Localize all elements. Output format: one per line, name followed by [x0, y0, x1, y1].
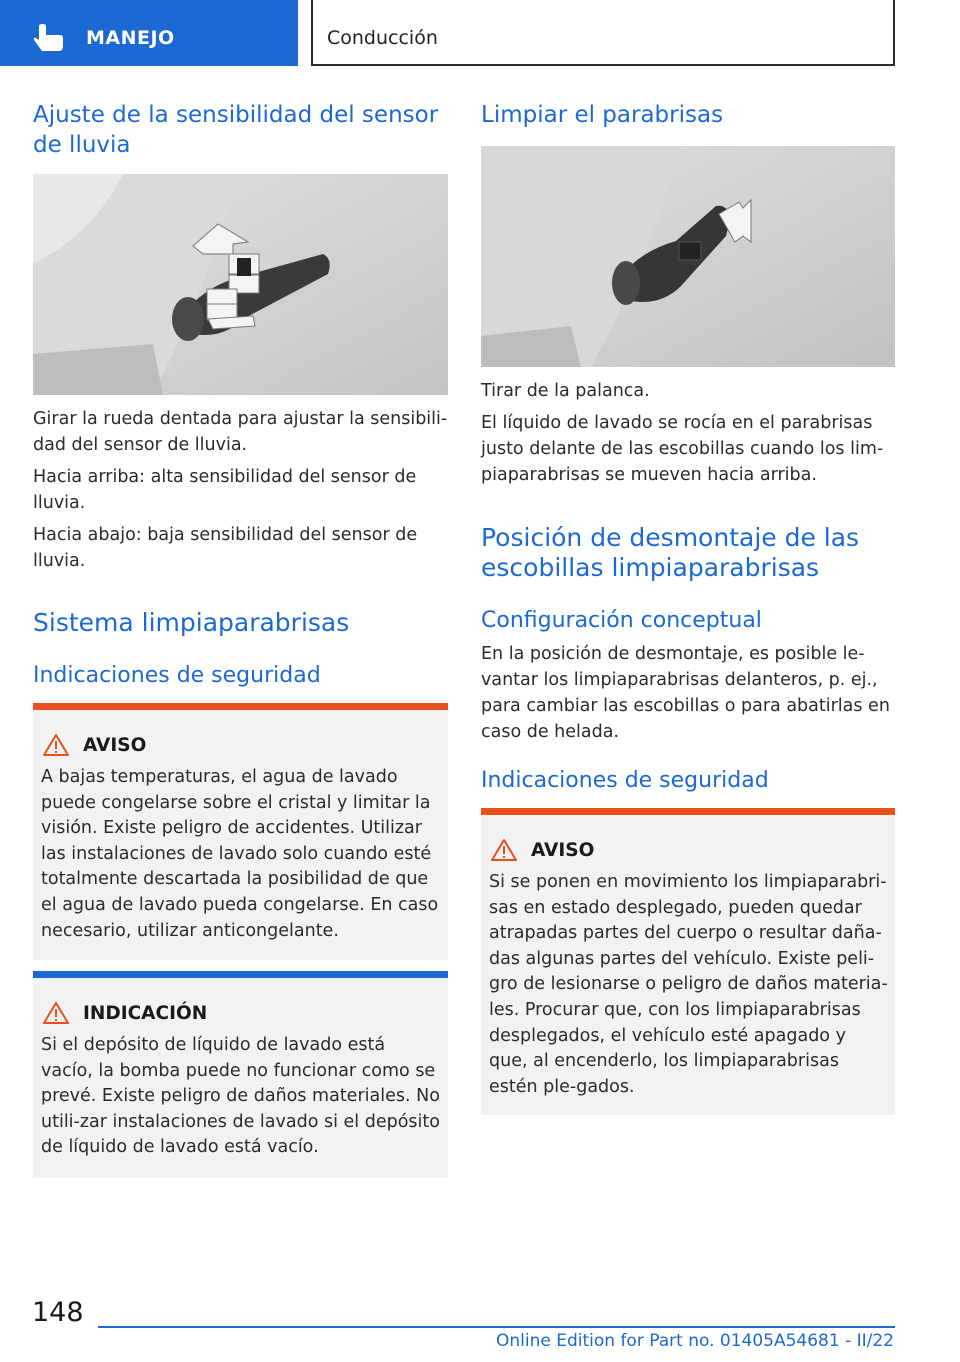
warning-box-right: [481, 808, 895, 1115]
warning-body: A bajas temperaturas, el agua de lavado puede congelarse sobre el cristal y limitar la visión. Existe peligro de accidentes. Utilizar las instalaciones de lavado solo cuando esté totalmente descartada la posibilidad de que el agua de lavado pueda congelarse. En caso necesario, utilizar anticongelante.: [41, 767, 439, 941]
safety-heading-left: Indicaciones de seguridad: [33, 663, 321, 688]
clean-paragraph-1: Tirar de la palanca.: [481, 381, 650, 401]
warning-icon: [491, 838, 517, 862]
chapter-header: [311, 0, 895, 66]
note-body: Si el depósito de líquido de lavado está vacío, la bomba puede no funcionar como se prevé. Existe peligro de daños materiales. No utili-zar instalaciones de lavado si el depósito de líquido de lavado está vacío.: [41, 1035, 440, 1158]
warning-bar: [481, 808, 895, 815]
warning-icon: [43, 733, 69, 757]
clean-windshield-heading: Limpiar el parabrisas: [481, 102, 724, 128]
rain-sensor-paragraph-1: Girar la rueda dentada para ajustar la sensibili-dad del sensor de lluvia.: [33, 409, 448, 455]
warning-title: AVISO: [83, 734, 147, 756]
hand-icon: [33, 24, 67, 54]
edition-text: Online Edition for Part no. 01405A54681 - II/22: [495, 1331, 894, 1351]
wiper-lever-photo: [481, 146, 895, 367]
removal-position-heading: Posición de desmontaje de las escobillas limpiaparabrisas: [481, 523, 860, 582]
concept-paragraph: En la posición de desmontaje, es posible le-vantar los limpiaparabrisas delanteros, p. ej., para cambiar las escobillas o para abatirlas en caso de helada.: [481, 644, 890, 742]
warning-title: AVISO: [531, 839, 595, 861]
warning-body: Si se ponen en movimiento los limpiaparabri-sas en estado desplegado, pueden quedar atrapadas partes del cuerpo o resultar daña-das algunas partes del vehículo. Existe peli-gro de lesionarse o peligro de daños materia-les. Procurar que, con los limpiaparabrisas desplegados, el vehículo esté apagado y que, al encenderlo, los limpiaparabrisas estén ple-gados.: [489, 872, 888, 1097]
warning-box-left: [33, 703, 448, 960]
footer-divider: [98, 1326, 895, 1328]
warning-icon: [43, 1001, 69, 1025]
section-tab[interactable]: [0, 0, 298, 66]
clean-paragraph-2: El líquido de lavado se rocía en el parabrisas justo delante de las escobillas cuando los lim-piaparabrisas se mueven hacia arriba.: [481, 413, 884, 485]
note-bar: [33, 971, 448, 978]
wiper-system-heading: Sistema limpiaparabrisas: [33, 608, 350, 637]
concept-heading: Configuración conceptual: [481, 608, 762, 633]
warning-bar: [33, 703, 448, 710]
rain-sensor-paragraph-3: Hacia abajo: baja sensibilidad del sensor de lluvia.: [33, 525, 418, 571]
rain-sensor-paragraph-2: Hacia arriba: alta sensibilidad del sensor de lluvia.: [33, 467, 417, 513]
page-number: 148: [32, 1297, 84, 1328]
rain-sensor-heading: Ajuste de la sensibilidad del sensor de lluvia: [33, 102, 439, 158]
rain-sensor-photo: [33, 174, 448, 395]
note-title: INDICACIÓN: [83, 1002, 208, 1024]
note-box-left: [33, 971, 448, 1178]
chapter-label: Conducción: [327, 27, 438, 49]
section-label: MANEJO: [86, 27, 175, 49]
safety-heading-right: Indicaciones de seguridad: [481, 768, 769, 793]
